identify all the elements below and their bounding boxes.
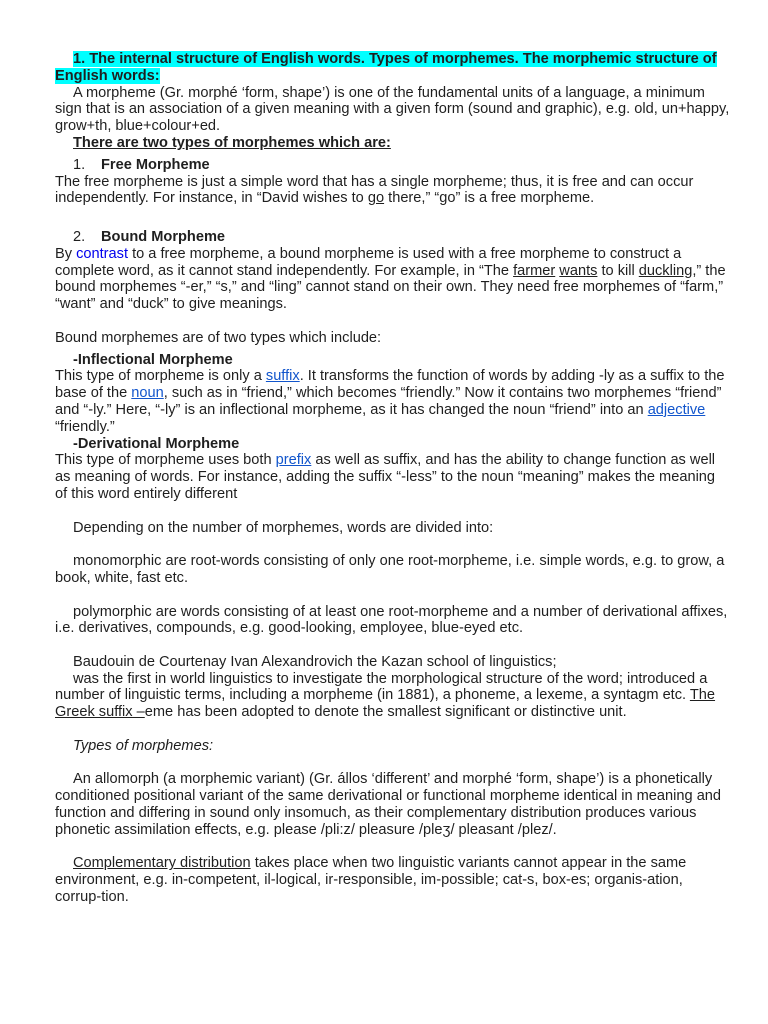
underlined-wants: wants bbox=[559, 262, 598, 279]
highlighted-heading: 1. The internal structure of English words. Types of morphemes. The morphemic structure of English words: bbox=[55, 51, 717, 84]
section-heading bbox=[55, 51, 730, 85]
intro-paragraph: A morpheme (Gr. morphé ‘form, shape’) is one of the fundamental units of a language, a minimum sign that is an association of a given meaning with a given form (sound and graphic), e.g. old, un+happy, grow+th, blue+colour+ed. bbox=[55, 84, 730, 135]
depending-paragraph: Depending on the number of morphemes, words are divided into: bbox=[73, 519, 494, 536]
types-of-morphemes-heading: Types of morphemes: bbox=[73, 737, 214, 754]
bound-types-paragraph: Bound morphemes are of two types which include: bbox=[55, 329, 382, 346]
inflectional-heading: -Inflectional Morpheme bbox=[73, 351, 233, 368]
polymorphic-paragraph: polymorphic are words consisting of at least one root-morpheme and a number of derivational affixes, i.e. derivatives, compounds, e.g. good-looking, employee, blue-eyed etc. bbox=[55, 603, 728, 637]
noun-link[interactable]: noun bbox=[131, 385, 164, 402]
inflectional-paragraph: This type of morpheme is only a suffix. It transforms the function of words by adding -ly as a suffix to the base of the noun, such as in “friend,” which becomes “friendly.” Now it contains two morphemes “friend” and “-ly.” Here, “-ly” is an inflectional morpheme, as it has changed the noun “friend” into an adjective “friendly.” bbox=[55, 368, 725, 435]
allomorph-paragraph: An allomorph (a morphemic variant) (Gr. állos ‘different’ and morphé ‘form, shape’) is a phonetically conditioned positional variant of the same derivational or functional morpheme identical in meaning and function and differing in sound only insomuch, as their complementary distribution produces various phonetic assimilation effects, e.g. please /pli:z/ pleasure /pleʒ/ pleasant /plez/. bbox=[55, 771, 722, 838]
first-linguistics-paragraph: was the first in world linguistics to investigate the morphological structure of the word; introduced a number of linguistic terms, including a morpheme (in 1881), a phoneme, a lexeme, a syntagm etc. The Greek suffix –eme has been adopted to denote the smallest significant or distinctive unit. bbox=[55, 670, 716, 721]
baudouin-paragraph: Baudouin de Courtenay Ivan Alexandrovich the Kazan school of linguistics; bbox=[73, 653, 557, 670]
free-morpheme-heading: 1. Free Morpheme bbox=[73, 156, 210, 173]
prefix-link[interactable]: prefix bbox=[275, 452, 312, 469]
contrast-link[interactable]: contrast bbox=[76, 245, 129, 262]
derivational-paragraph: This type of morpheme uses both prefix as well as suffix, and has the ability to change function as well as meaning of words. For instance, adding the suffix “-less” to the noun “meaning” makes the meaning of this word entirely different bbox=[55, 452, 716, 502]
bound-morpheme-heading: 2. Bound Morpheme bbox=[73, 228, 226, 245]
free-morpheme-paragraph: The free morpheme is just a simple word that has a single morpheme; thus, it is free and can occur independently. For instance, in “David wishes to go there,” “go” is a free morpheme. bbox=[55, 173, 694, 207]
underlined-farmer: farmer bbox=[513, 262, 556, 279]
derivational-heading: -Derivational Morpheme bbox=[73, 435, 240, 452]
complementary-paragraph: Complementary distribution takes place when two linguistic variants cannot appear in the same environment, e.g. in-competent, il-logical, ir-responsible, im-possible; cat-s, box-es; organis-ation, corrup-tion. bbox=[55, 855, 687, 906]
underlined-duckling: duckling bbox=[638, 262, 693, 279]
underlined-go: go bbox=[367, 190, 385, 207]
monomorphic-paragraph: monomorphic are root-words consisting of only one root-morpheme, i.e. simple words, e.g. to grow, a book, white, fast etc. bbox=[55, 553, 725, 586]
greek-suffix-underlined: The Greek suffix – bbox=[55, 687, 716, 721]
document-page bbox=[55, 51, 730, 906]
suffix-link[interactable]: suffix bbox=[265, 368, 300, 385]
two-types-heading: There are two types of morphemes which are: bbox=[73, 134, 391, 151]
bound-morpheme-paragraph: By contrast to a free morpheme, a bound morpheme is used with a free morpheme to construct a complete word, as it cannot stand independently. For example, in “The farmer wants to kill duckling,” the bound morphemes “-er,” “s,” and “ling” cannot stand on their own. They need free morphemes of “farm,” “want” and “duck” to give meanings. bbox=[55, 245, 726, 313]
adjective-link[interactable]: adjective bbox=[647, 401, 706, 418]
complementary-distribution-term: Complementary distribution bbox=[73, 855, 251, 872]
